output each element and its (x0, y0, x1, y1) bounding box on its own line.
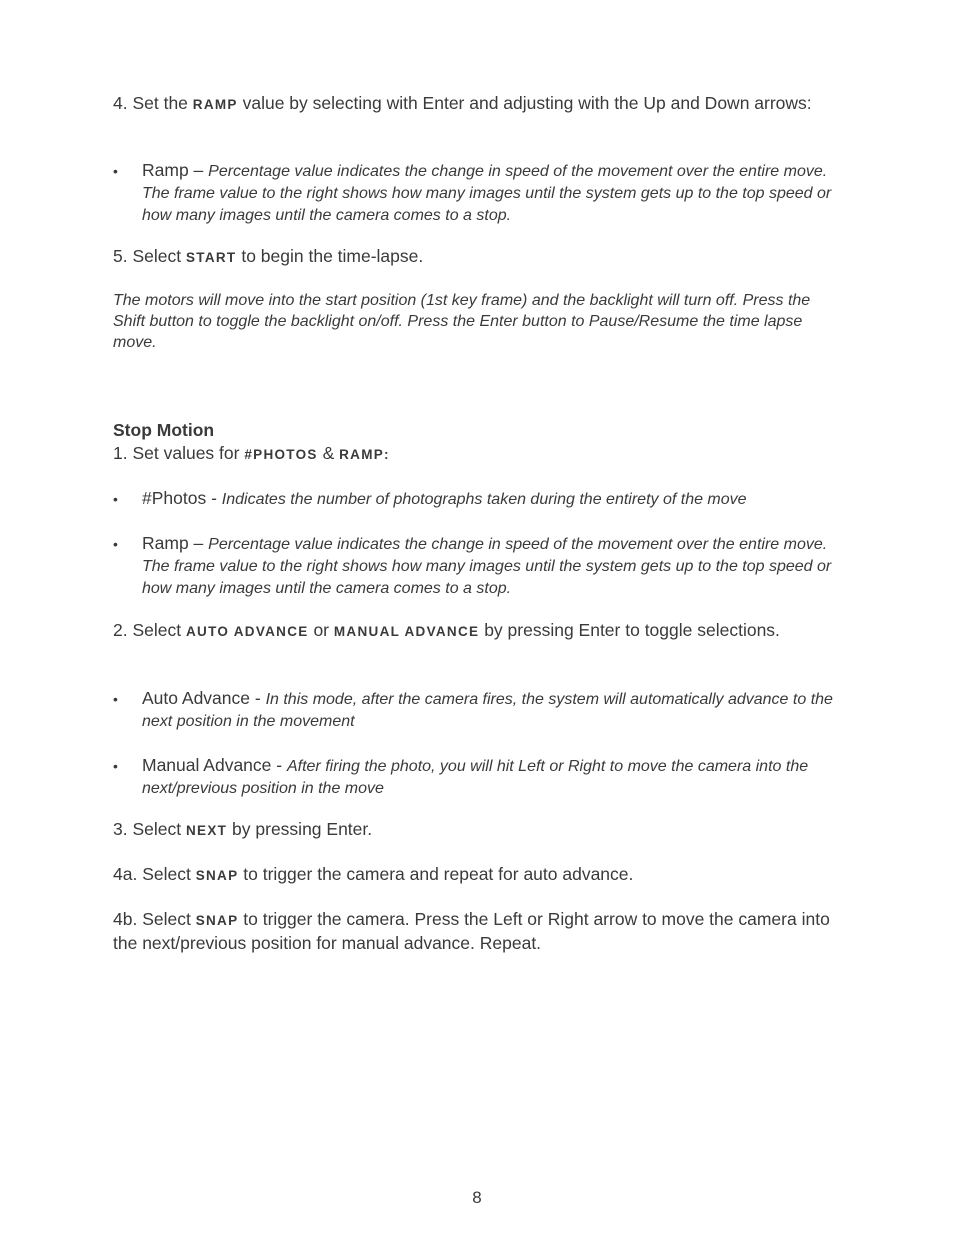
bullet-dot: • (113, 536, 118, 552)
ramp-keyword: RAMP (192, 97, 238, 112)
bullet-ramp-stop-motion: • Ramp – Percentage value indicates the change in speed of the movement over the entire move. The frame value to the right shows how many images until the system gets up to the top speed or how many images until the camera comes to a stop. (113, 533, 832, 597)
page-number: 8 (472, 1188, 482, 1207)
bullet-photos: • #Photos - Indicates the number of photographs taken during the entirety of the move (113, 488, 843, 510)
step-4-ramp: 4. Set the RAMP value by selecting with Enter and adjusting with the Up and Down arrows: (113, 93, 812, 113)
stop-motion-step-4b: 4b. Select SNAP to trigger the camera. Press the Left or Right arrow to move the camera into the next/previous position for manual advance. Repeat. (113, 909, 830, 953)
stop-motion-step-1: 1. Set values for #PHOTOS & RAMP: (113, 443, 390, 463)
ramp-keyword: RAMP: (339, 447, 390, 462)
bullet-manual-advance: • Manual Advance - After firing the photo, you will hit Left or Right to move the camera into the next/previous position in the move (113, 755, 809, 797)
bullet-dot: • (113, 491, 118, 507)
bullet-auto-advance: • Auto Advance - In this mode, after the camera fires, the system will automatically advance to the next position in the movement (113, 688, 833, 730)
start-keyword: START (185, 250, 237, 265)
manual-advance-keyword: MANUAL ADVANCE (333, 624, 480, 639)
bullet-dot: • (113, 691, 118, 707)
timelapse-note: The motors will move into the start position (1st key frame) and the backlight will turn off. Press the Shift button to toggle the backlight on/off. Press the Enter button to Pause/Resume the time lapse move. (113, 292, 811, 351)
stop-motion-step-2: 2. Select AUTO ADVANCE or MANUAL ADVANCE by pressing Enter to toggle selections. (113, 620, 780, 640)
stop-motion-heading: Stop Motion (113, 420, 215, 440)
photos-keyword: #PHOTOS (244, 447, 318, 462)
bullet-dot: • (113, 758, 118, 774)
bullet-ramp: • Ramp – Percentage value indicates the change in speed of the movement over the entire move. The frame value to the right shows how many images until the system gets up to the top speed or how many images until the camera comes to a stop. (113, 160, 832, 224)
bullet-dot: • (113, 163, 118, 179)
snap-keyword: SNAP (195, 913, 239, 928)
stop-motion-step-3: 3. Select NEXT by pressing Enter. (113, 819, 373, 839)
snap-keyword: SNAP (195, 868, 239, 883)
auto-advance-keyword: AUTO ADVANCE (185, 624, 309, 639)
stop-motion-step-4a: 4a. Select SNAP to trigger the camera and repeat for auto advance. (113, 864, 634, 884)
next-keyword: NEXT (185, 823, 228, 838)
step-5-start: 5. Select START to begin the time-lapse. (113, 246, 424, 266)
